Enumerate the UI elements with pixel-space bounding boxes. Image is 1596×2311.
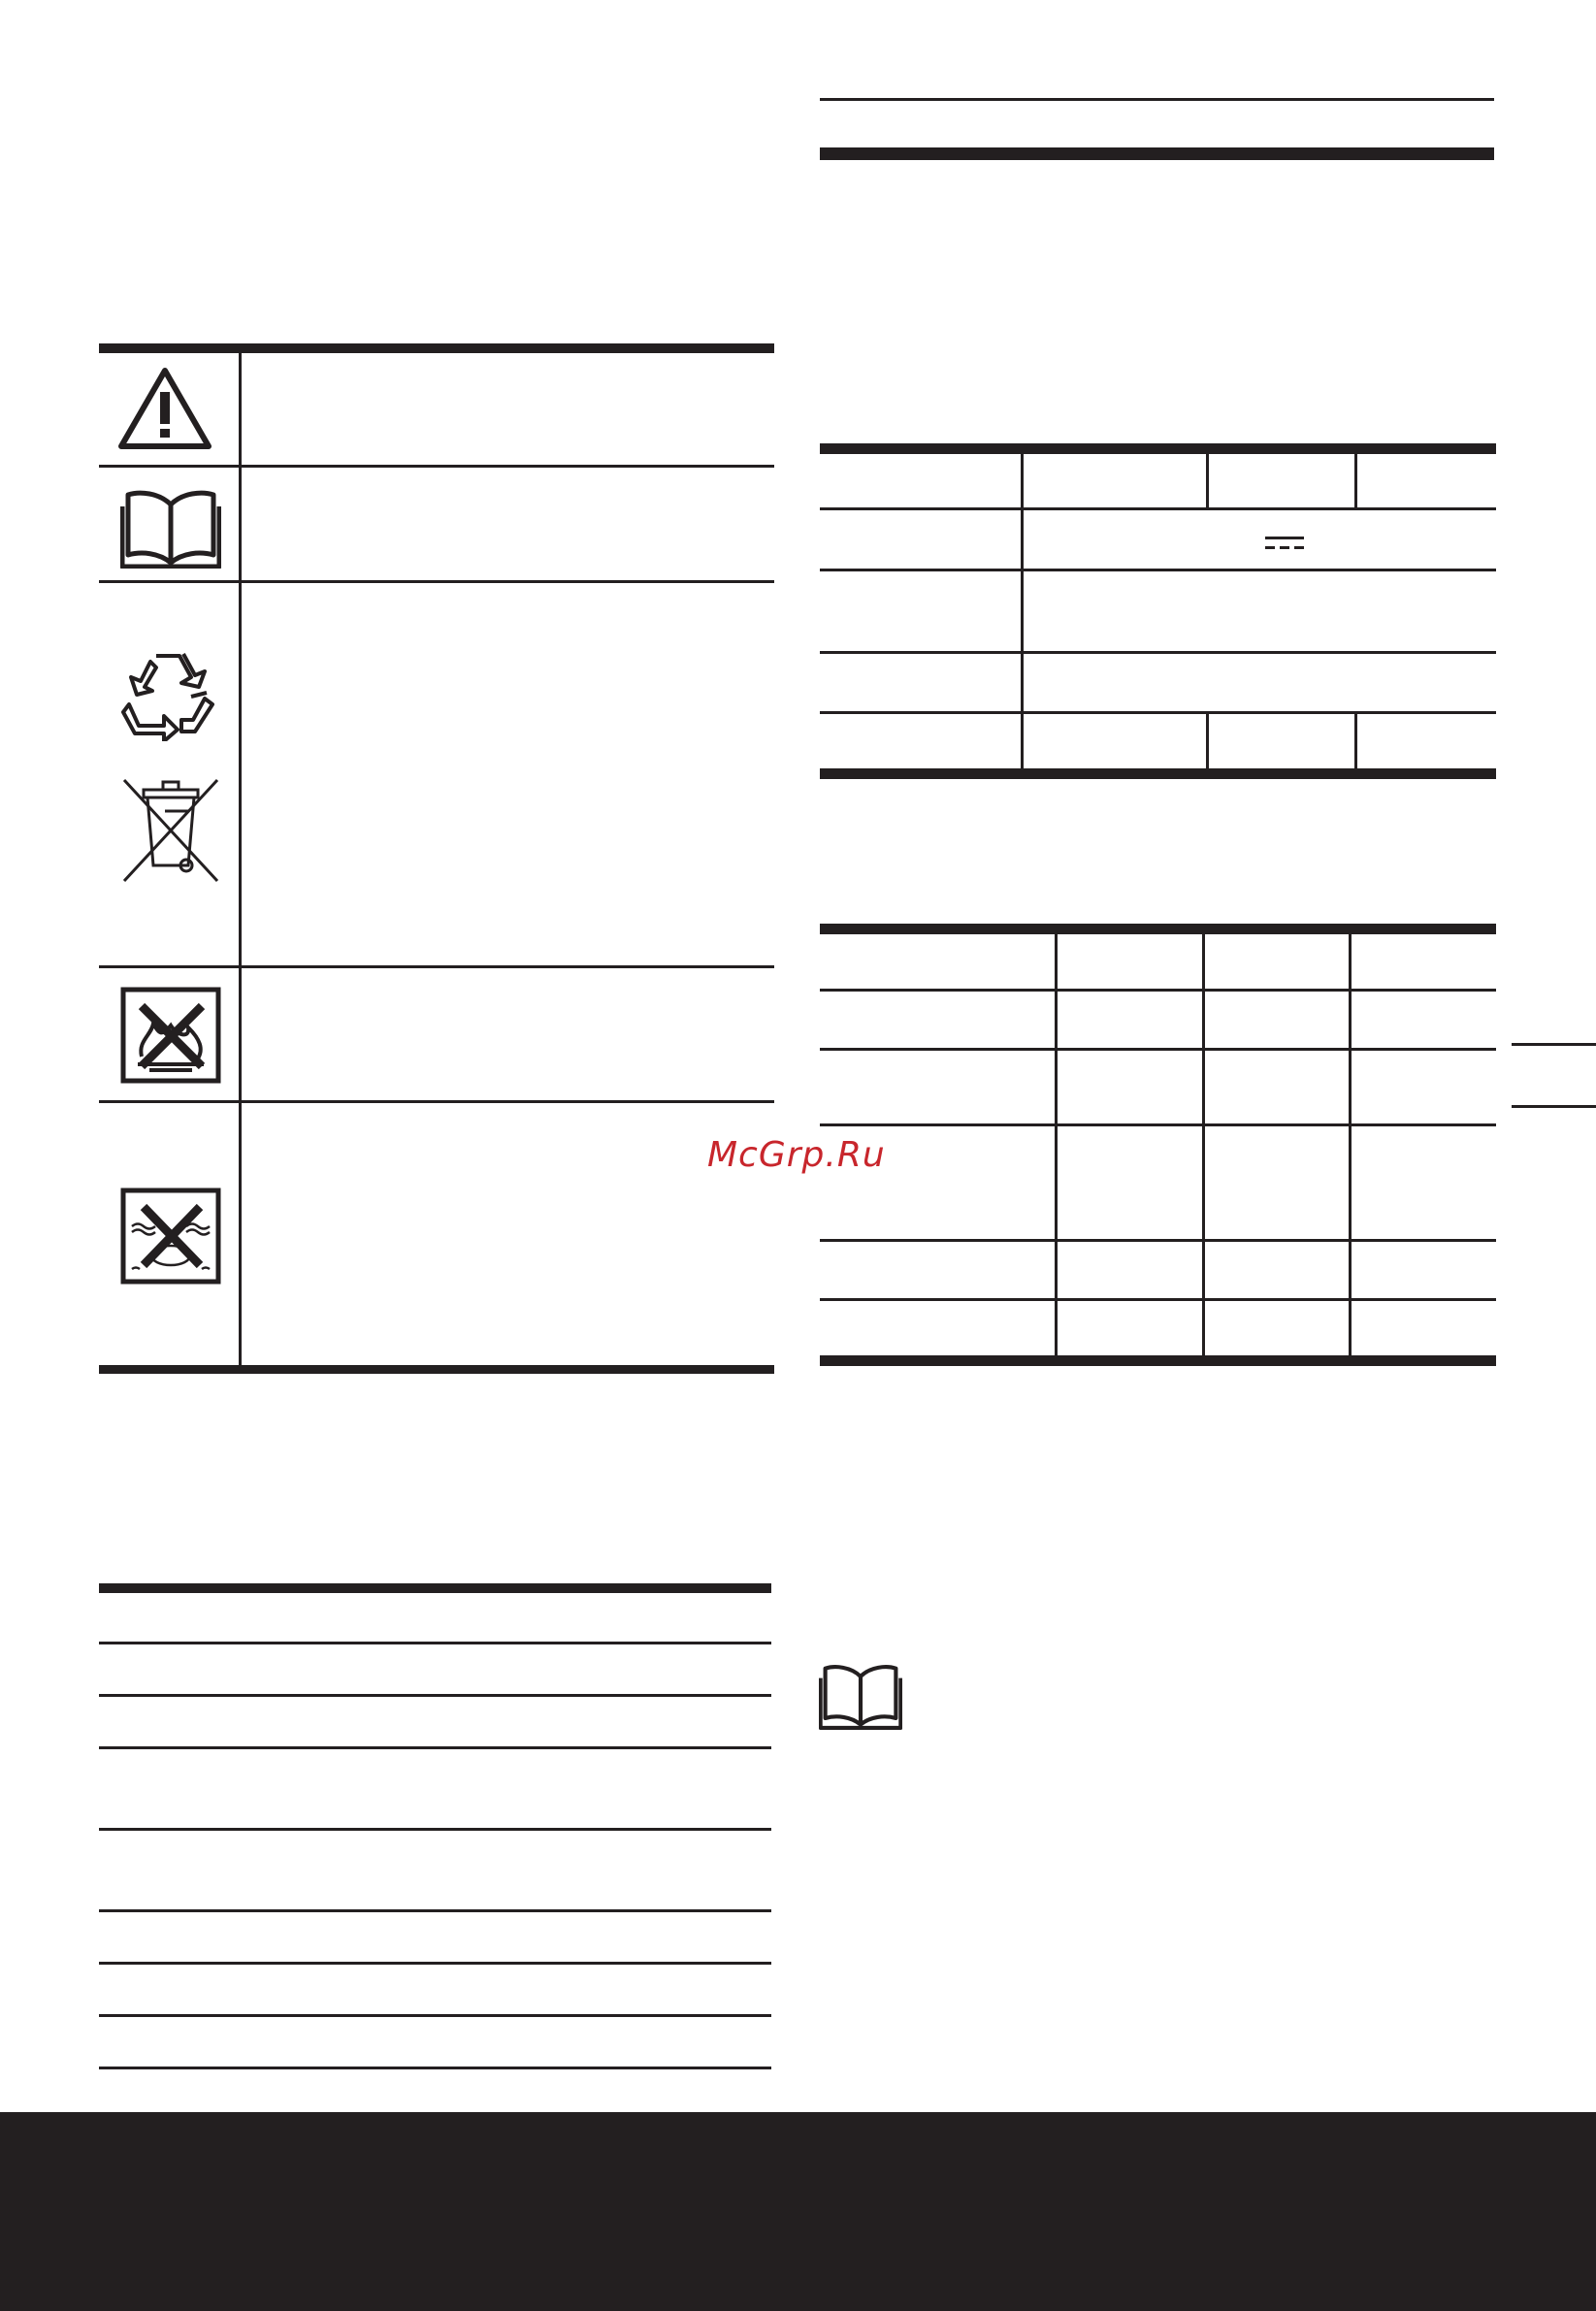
symbols-row-divider	[99, 465, 774, 468]
list-row-divider	[99, 1962, 771, 1965]
watermark-text: McGrp.Ru	[707, 1135, 886, 1175]
header-thin-rule	[820, 98, 1494, 101]
table2-column-divider	[1055, 934, 1058, 1357]
list-row-divider	[99, 2014, 771, 2017]
table2-column-divider	[1202, 934, 1205, 1357]
side-tab-mark	[1512, 1105, 1596, 1108]
side-tab-mark	[1512, 1043, 1596, 1046]
table2-column-divider	[1349, 934, 1352, 1357]
table2-top-rule	[820, 924, 1496, 934]
symbols-row-divider	[99, 1100, 774, 1103]
read-manual-icon	[819, 1659, 902, 1731]
dc-current-symbol-icon	[1263, 534, 1306, 553]
list-row-divider	[99, 2067, 771, 2069]
crossed-out-wheelie-bin-icon	[120, 776, 221, 885]
symbols-row-divider	[99, 580, 774, 583]
list-row-divider	[99, 1746, 771, 1749]
do-not-dispose-in-water-icon	[120, 1188, 221, 1285]
tech-row-divider	[820, 569, 1496, 571]
table2-row-divider	[820, 989, 1496, 992]
symbols-table-bottom-rule	[99, 1365, 774, 1374]
tech-column-divider	[1354, 713, 1357, 770]
header-thick-rule	[820, 147, 1494, 160]
list-top-rule	[99, 1583, 771, 1593]
list-row-divider	[99, 1642, 771, 1644]
do-not-burn-icon	[120, 987, 221, 1084]
tech-table-bottom-rule	[820, 768, 1496, 779]
list-row-divider	[99, 1694, 771, 1697]
tech-row-divider	[820, 651, 1496, 654]
list-row-divider	[99, 1828, 771, 1831]
list-row-divider	[99, 1909, 771, 1912]
symbols-table-column-divider	[239, 353, 242, 1367]
table2-row-divider	[820, 1239, 1496, 1242]
tech-column-divider	[1206, 713, 1209, 770]
symbols-row-divider	[99, 965, 774, 968]
tech-table-top-rule	[820, 443, 1496, 454]
tech-column-divider	[1354, 454, 1357, 508]
tech-row-divider	[820, 507, 1496, 510]
warning-triangle-icon	[116, 365, 213, 452]
tech-row-divider	[820, 711, 1496, 714]
table2-row-divider	[820, 1298, 1496, 1301]
page-footer-band	[0, 2112, 1596, 2311]
table2-row-divider	[820, 1123, 1496, 1126]
tech-column-divider	[1021, 454, 1024, 770]
read-manual-icon	[120, 485, 221, 569]
tech-column-divider	[1206, 454, 1209, 508]
table2-bottom-rule	[820, 1355, 1496, 1366]
symbols-table-top-rule	[99, 343, 774, 353]
table2-row-divider	[820, 1048, 1496, 1051]
recycle-icon	[121, 648, 214, 741]
